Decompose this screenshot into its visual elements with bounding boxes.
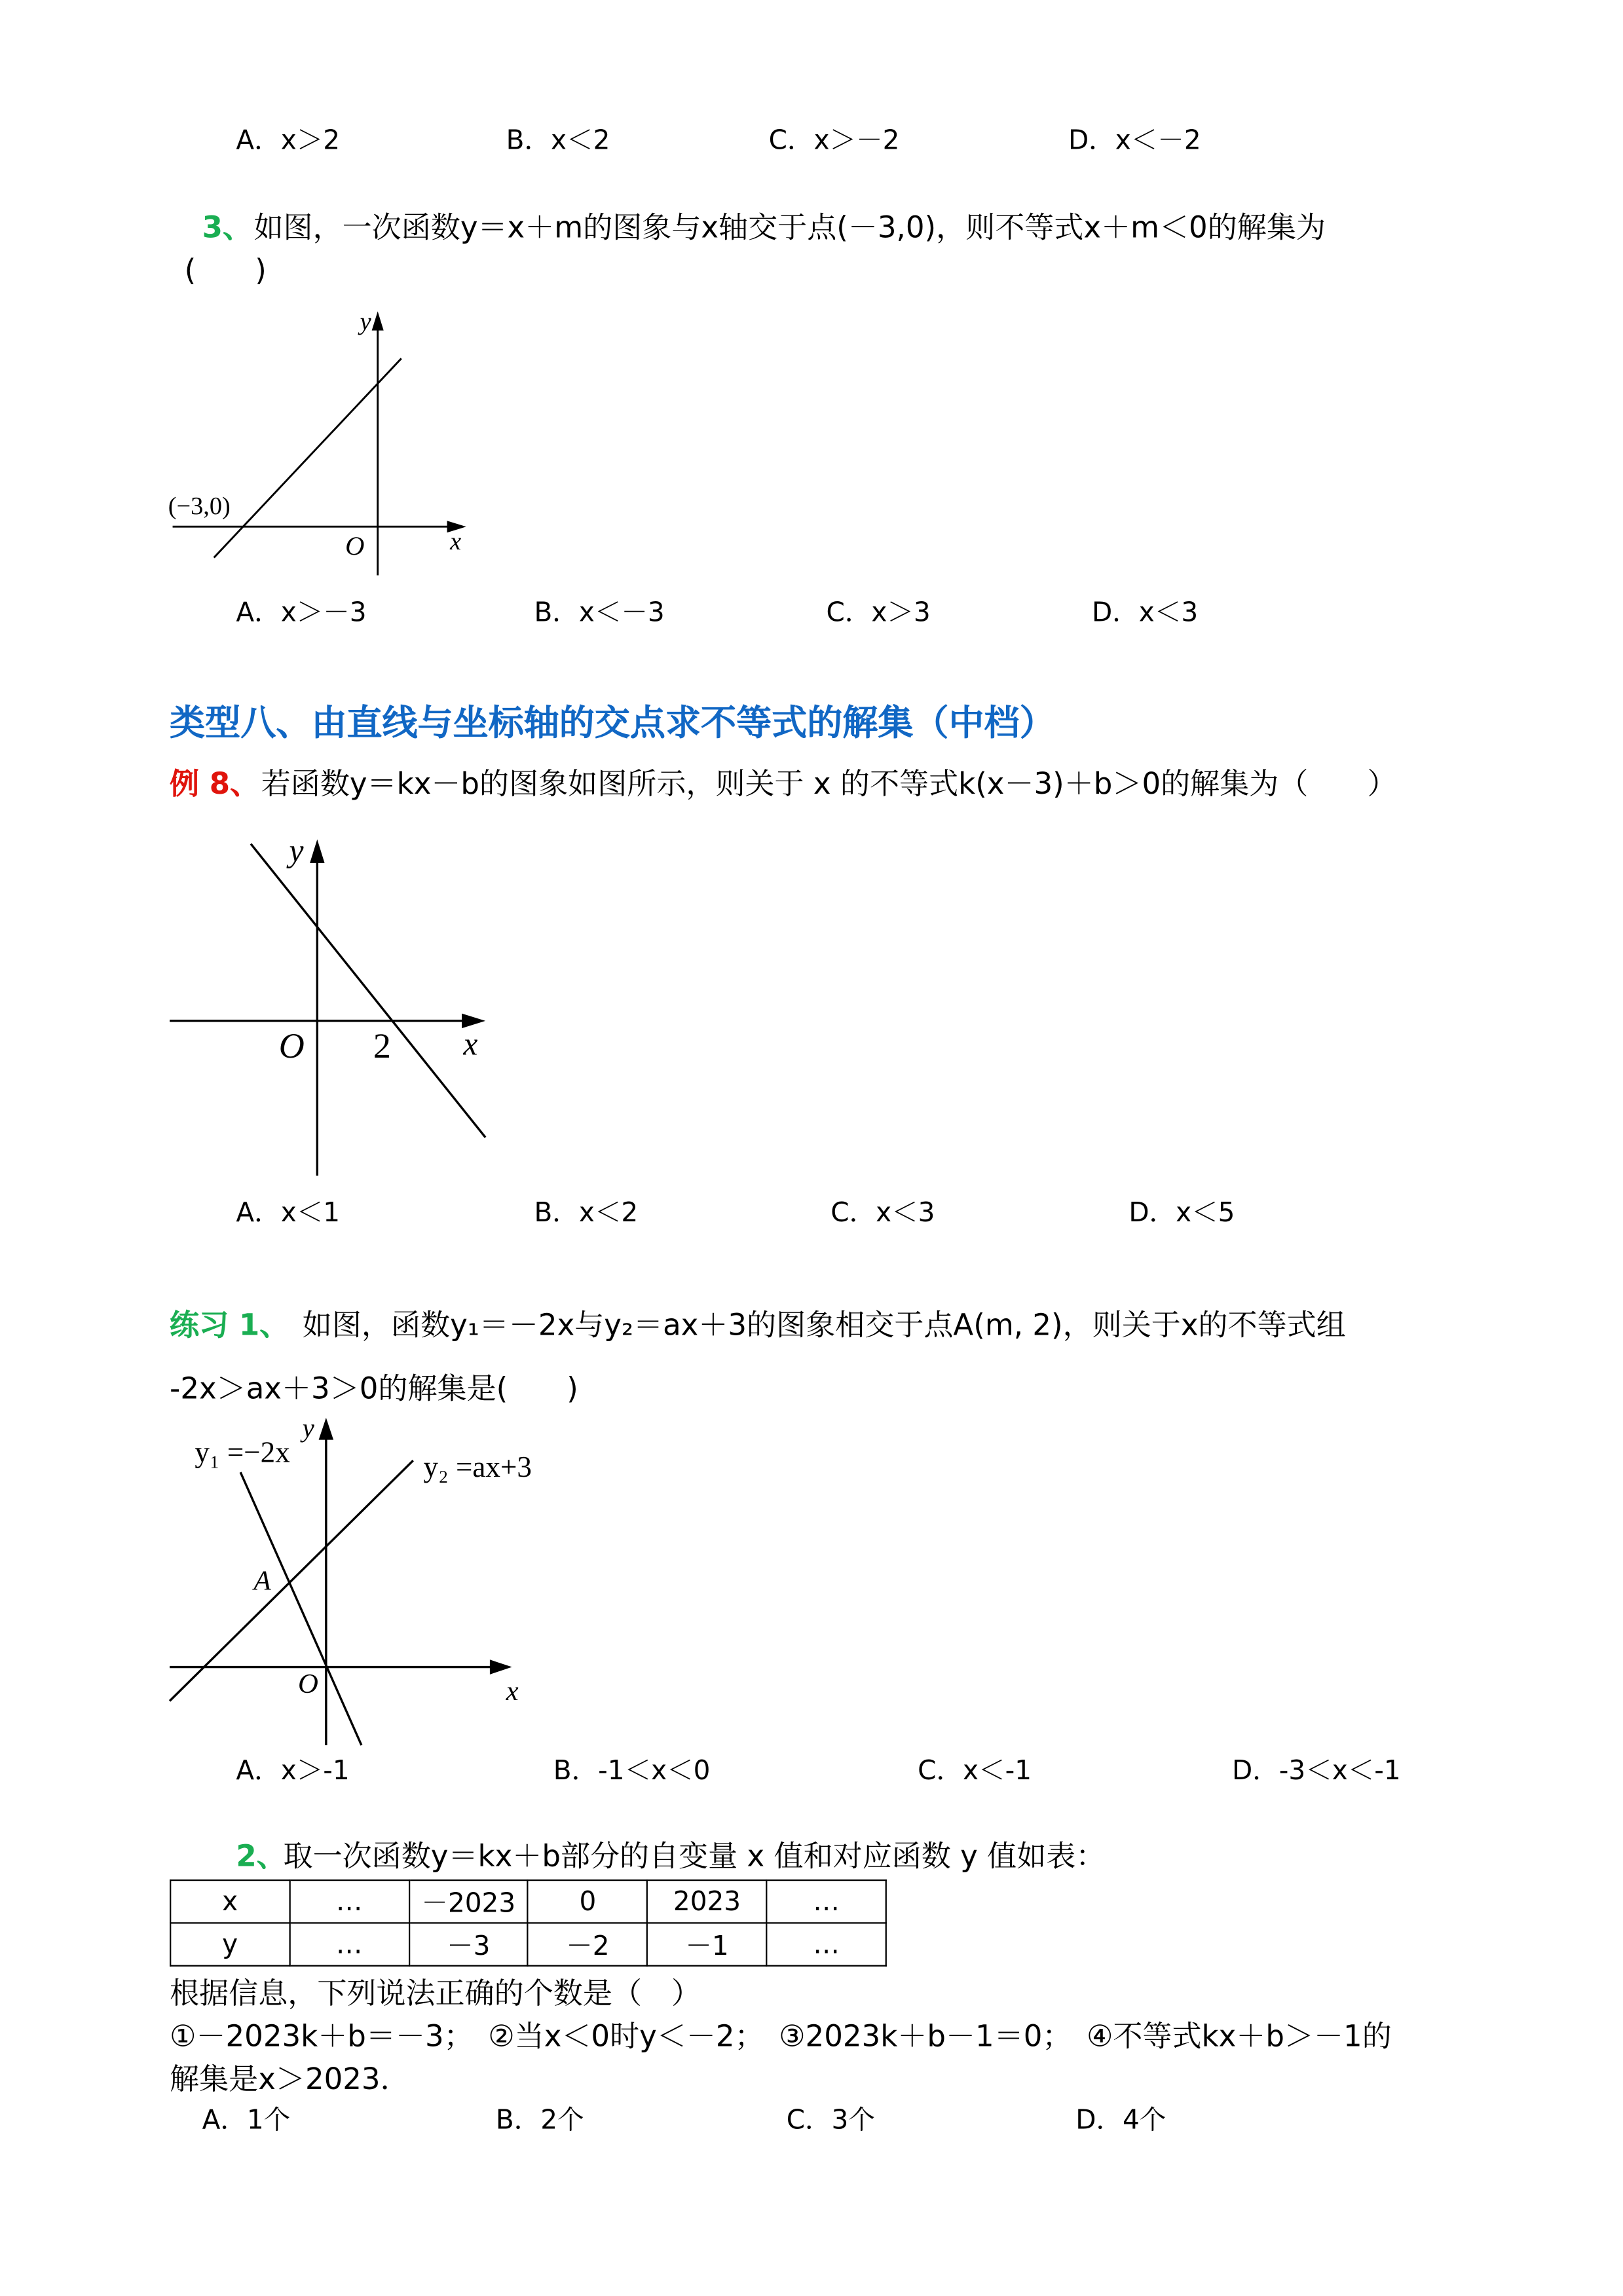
- x-label: x: [450, 527, 462, 556]
- answer-paren: ( ): [184, 252, 267, 288]
- table-cell: …: [289, 1923, 409, 1965]
- value-table: [170, 1879, 887, 1967]
- x-label: x: [506, 1676, 519, 1708]
- practice-text-2: -2x＞ax＋3＞0的解集是( ): [170, 1370, 578, 1406]
- table-cell: x: [170, 1880, 289, 1923]
- point-a-label: A: [253, 1566, 271, 1597]
- example-text: 若函数y＝kx－b的图象如图所示，则关于 x 的不等式k(x－3)＋b＞0的解集为（ ）: [261, 766, 1397, 802]
- line-y1: [240, 1472, 362, 1745]
- x-arrow-icon: [490, 1659, 512, 1675]
- option-c[interactable]: C．3个: [786, 2105, 875, 2136]
- x-label: x: [463, 1025, 478, 1062]
- line-y1-label: y₁ =−2x: [195, 1437, 290, 1470]
- option-b[interactable]: B．-1＜x＜0: [553, 1755, 711, 1787]
- line-y2: [170, 1460, 413, 1701]
- table-cell: －3: [409, 1923, 528, 1965]
- table-cell: …: [289, 1880, 409, 1923]
- example-number: 例 8、: [170, 766, 260, 802]
- option-b[interactable]: B．x＜2: [506, 125, 610, 157]
- option-a[interactable]: A．x＜1: [236, 1198, 341, 1229]
- option-a[interactable]: A．x＞-1: [236, 1755, 350, 1787]
- option-c[interactable]: C．x＜-1: [918, 1755, 1032, 1787]
- option-d[interactable]: D．x＜5: [1129, 1198, 1235, 1229]
- question-text: 如图，一次函数y＝x＋m的图象与x轴交于点(－3,0)，则不等式x＋m＜0的解集为: [253, 209, 1326, 245]
- option-a[interactable]: A．x＞2: [236, 125, 341, 157]
- option-d[interactable]: D．x＜－2: [1068, 125, 1201, 157]
- prompt-text: 根据信息，下列说法正确的个数是（ ）: [170, 1975, 701, 2011]
- table-cell: …: [767, 1880, 886, 1923]
- origin-label: O: [345, 530, 365, 561]
- table-cell: …: [767, 1923, 886, 1965]
- practice-text: 如图，函数y₁＝－2x与y₂＝ax＋3的图象相交于点A(m, 2)，则关于x的不等式组: [302, 1306, 1346, 1342]
- option-b[interactable]: B．x＜2: [534, 1198, 639, 1229]
- question-number: 3、: [202, 209, 253, 245]
- intercept-label: 2: [373, 1028, 391, 1067]
- option-a[interactable]: A．1个: [202, 2105, 291, 2136]
- table-cell: 2023: [647, 1880, 766, 1923]
- section-title: 类型八、由直线与坐标轴的交点求不等式的解集（中档）: [170, 702, 1055, 744]
- y-label: y: [360, 307, 371, 336]
- statements-text-2: 解集是x＞2023．: [170, 2061, 410, 2097]
- origin-label: O: [278, 1028, 305, 1067]
- table-cell: 0: [528, 1880, 647, 1923]
- option-b[interactable]: B．x＜－3: [534, 597, 665, 629]
- table-cell: －2023: [409, 1880, 528, 1923]
- table-cell: －2: [528, 1923, 647, 1965]
- line-y2-label: y₂ =ax+3: [423, 1451, 532, 1485]
- practice-number: 练习 1、: [170, 1306, 289, 1342]
- option-a[interactable]: A．x＞－3: [236, 597, 367, 629]
- point-label: (−3,0): [168, 492, 231, 521]
- option-b[interactable]: B．2个: [495, 2105, 584, 2136]
- origin-label: O: [298, 1669, 318, 1701]
- option-c[interactable]: C．x＞－2: [768, 125, 900, 157]
- option-d[interactable]: D．4个: [1075, 2105, 1166, 2136]
- option-c[interactable]: C．x＜3: [830, 1198, 935, 1229]
- practice-text: 取一次函数y＝kx＋b部分的自变量 x 值和对应函数 y 值如表：: [283, 1838, 1106, 1874]
- option-c[interactable]: C．x＞3: [826, 597, 931, 629]
- table-cell: －1: [647, 1923, 766, 1965]
- option-d[interactable]: D．x＜3: [1091, 597, 1199, 629]
- y-label: y: [289, 832, 304, 869]
- table-cell: y: [170, 1923, 289, 1965]
- table-row: [170, 1923, 886, 1965]
- y-arrow-icon: [319, 1418, 334, 1440]
- option-d[interactable]: D．-3＜x＜-1: [1232, 1755, 1401, 1787]
- y-label: y: [302, 1413, 314, 1443]
- practice-number: 2、: [236, 1838, 286, 1874]
- statements-text: ①－2023k＋b＝－3； ②当x＜0时y＜－2； ③2023k＋b－1＝0； ④不等式kx＋b＞－1的: [170, 2018, 1392, 2054]
- table-row: [170, 1880, 886, 1923]
